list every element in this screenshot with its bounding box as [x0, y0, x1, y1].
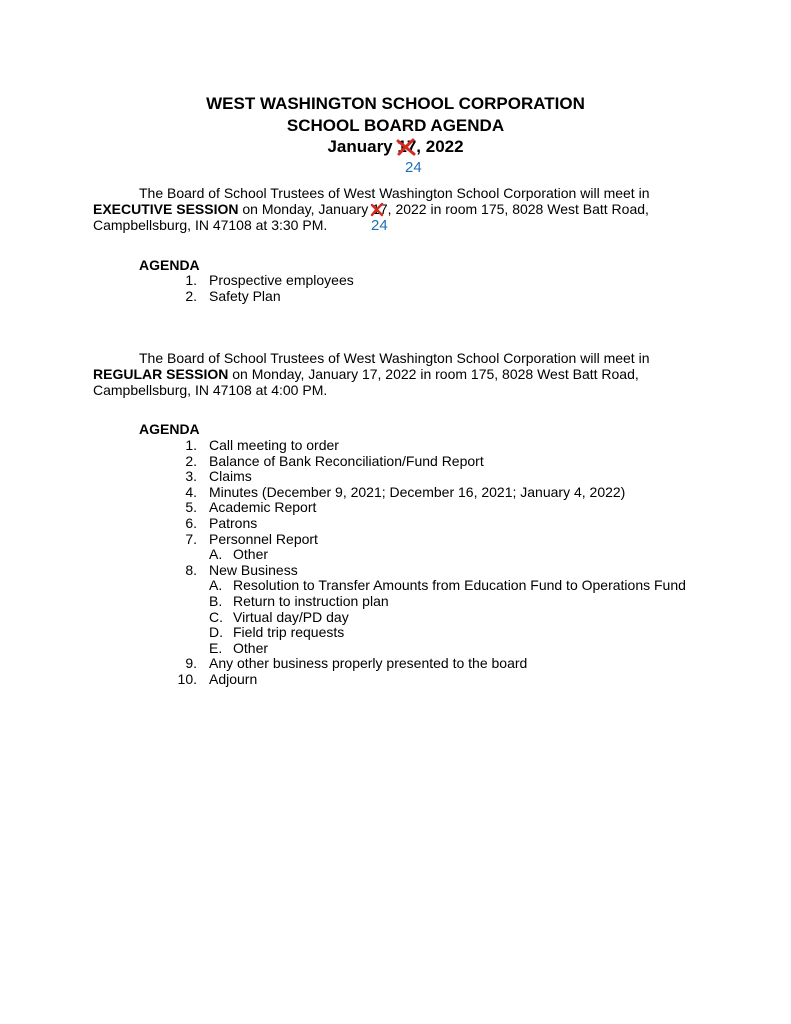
date-correction-note: 24 [405, 159, 422, 176]
agenda-item-text: Other [233, 639, 269, 656]
agenda-item-text: Return to instruction plan [233, 592, 389, 609]
agenda-item-text: Prospective employees [209, 272, 354, 288]
document-title: SCHOOL BOARD AGENDA [286, 116, 505, 135]
executive-location-line: Campbellsburg, IN 47108 at 3:30 PM. [93, 217, 328, 233]
agenda-item-number: 1. [185, 437, 197, 453]
agenda-item-text: Adjourn [209, 670, 258, 687]
agenda-item-number: 10. [177, 670, 197, 687]
executive-details-line: EXECUTIVE SESSION on Monday, January 17 , 2022 in room 175, 8028 West Batt Road, [93, 201, 649, 217]
agenda-item-number: D. [209, 624, 223, 641]
agenda-item-text: Minutes (December 9, 2021; December 16, 2021; January 4, 2022) [209, 483, 626, 500]
agenda-item-text: Personnel Report [209, 530, 318, 547]
struck-date-day: 17 [397, 137, 417, 156]
agenda-date [0, 136, 791, 158]
executive-agenda-heading: AGENDA [139, 257, 200, 273]
agenda-item-text: Academic Report [209, 499, 317, 516]
strike-mark-icon [396, 138, 416, 156]
agenda-item-text: Other [233, 546, 269, 563]
regular-location-line: Campbellsburg, IN 47108 at 4:00 PM. [93, 382, 328, 398]
agenda-item-number: E. [209, 639, 223, 656]
agenda-item-number: 1. [185, 272, 197, 288]
agenda-item-number: A. [209, 577, 223, 594]
agenda-item-number: 2. [185, 452, 197, 469]
agenda-item-number: 9. [185, 655, 197, 672]
agenda-item-number: 2. [185, 287, 197, 304]
agenda-item-text: Call meeting to order [209, 437, 339, 453]
agenda-item-number: 7. [185, 530, 197, 547]
executive-session-label: EXECUTIVE SESSION [93, 201, 239, 217]
organization-title: WEST WASHINGTON SCHOOL CORPORATION [206, 94, 585, 113]
agenda-item-text: Claims [209, 468, 252, 485]
agenda-item-number: A. [209, 546, 223, 563]
agenda-item-number: B. [209, 592, 223, 609]
agenda-item-number: 4. [185, 483, 197, 500]
agenda-item-number: 5. [185, 499, 197, 516]
regular-details-line: REGULAR SESSION on Monday, January 17, 2022 in room 175, 8028 West Batt Road, [93, 366, 639, 382]
agenda-item-number: 3. [185, 468, 197, 485]
struck-executive-day: 17 [372, 201, 388, 217]
date-month: January [327, 137, 393, 156]
agenda-item-text: Patrons [209, 514, 258, 531]
regular-session-paragraph [93, 350, 693, 398]
agenda-item-text: Safety Plan [209, 287, 281, 304]
agenda-item-number: C. [209, 608, 223, 625]
regular-agenda-heading: AGENDA [139, 421, 200, 437]
strike-mark-icon [370, 202, 384, 217]
executive-date-correction-note: 24 [371, 217, 388, 234]
date-year: , 2022 [416, 137, 464, 156]
regular-session-label: REGULAR SESSION [93, 366, 229, 382]
agenda-item-text: Balance of Bank Reconciliation/Fund Report [209, 452, 484, 469]
agenda-item-text: Virtual day/PD day [233, 608, 349, 625]
agenda-item-text: Any other business properly presented to the board [209, 655, 528, 672]
regular-intro-line: The Board of School Trustees of West Washington School Corporation will meet in [139, 350, 650, 366]
agenda-item-text: New Business [209, 561, 298, 578]
agenda-item-text: Resolution to Transfer Amounts from Education Fund to Operations Fund [233, 577, 686, 594]
executive-intro-line: The Board of School Trustees of West Washington School Corporation will meet in [139, 185, 650, 201]
agenda-item-number: 8. [185, 561, 197, 578]
agenda-item-text: Field trip requests [233, 624, 345, 641]
agenda-item-number: 6. [185, 514, 197, 531]
executive-session-paragraph [93, 185, 693, 233]
